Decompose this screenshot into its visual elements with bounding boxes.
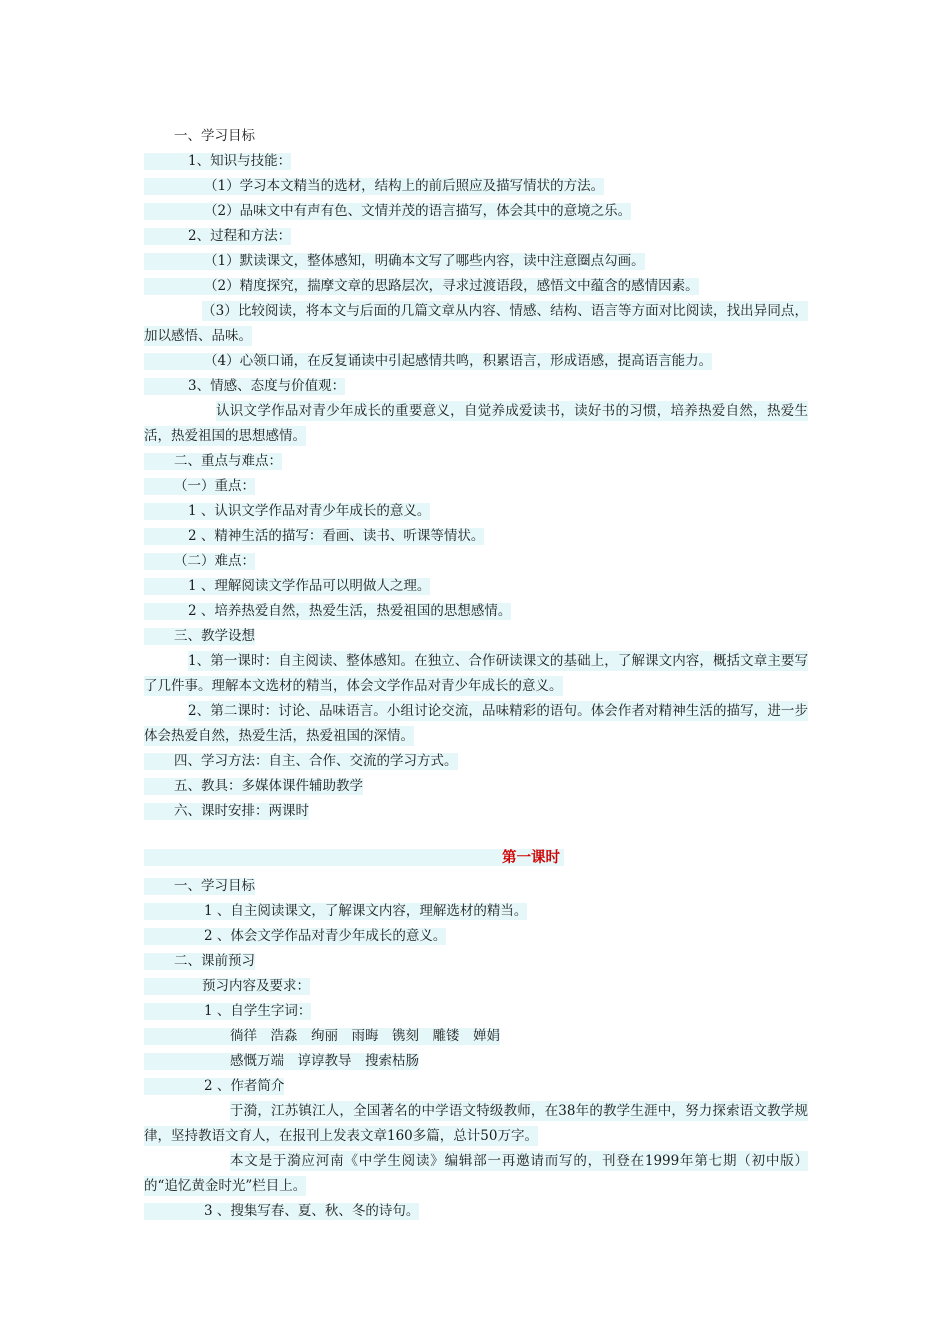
vocab-list: 感慨万端 谆谆教导 搜索枯肠 [230,1053,419,1069]
para-line: 1 、认识文学作品对青少年成长的意义。 [144,499,808,524]
para-line: （2）精度探究，揣摩文章的思路层次，寻求过渡语段，感悟文中蕴含的感情因素。 [144,274,808,299]
para-multiline: 于漪，江苏镇江人，全国著名的中学语文特级教师，在38年的教学生涯中，努力探索语文教学规律，坚持教语文育人，在报刊上发表文章160多篇，总计50万字。 [144,1103,808,1144]
subheading-knowledge: 1、知识与技能： [188,153,292,169]
para-line: （二）难点： [144,549,808,574]
subheading-values: 3、情感、态度与价值观： [188,378,346,394]
para-line [144,124,808,149]
para-line [144,224,808,249]
section-title: 第一课时 [502,849,560,866]
para-line: 一、学习目标 [144,874,808,899]
para-line: （1）默读课文，整体感知，明确本文写了哪些内容，读中注意圈点勾画。 [144,249,808,274]
para-line: （4）心领口诵，在反复诵读中引起感情共鸣，积累语言，形成语感，提高语言能力。 [144,349,808,374]
para-line: 四、学习方法：自主、合作、交流的学习方式。 [144,749,808,774]
para-line: 1 、自学生字词： [144,999,808,1024]
para-line: 六、课时安排：两课时 [144,799,808,824]
para-line: 二、课前预习 [144,949,808,974]
para-line: 预习内容及要求： [144,974,808,999]
document-body [144,124,808,1224]
para-line: 1 、自主阅读课文，了解课文内容，理解选材的精当。 [144,899,808,924]
para-line: 2 、体会文学作品对青少年成长的意义。 [144,924,808,949]
para-line: 3 、搜集写春、夏、秋、冬的诗句。 [144,1199,808,1224]
para-line: （1）学习本文精当的选材，结构上的前后照应及描写情状的方法。 [144,174,808,199]
para-line: 五、教具：多媒体课件辅助教学 [144,774,808,799]
para-multiline: （3）比较阅读，将本文与后面的几篇文章从内容、情感、结构、语言等方面对比阅读，找出异同点，加以感悟、品味。 [144,303,808,344]
para-line: 2 、作者简介 [144,1074,808,1099]
para-line [144,449,808,474]
para-line [144,624,808,649]
para-line: （2）品味文中有声有色、文情并茂的语言描写，体会其中的意境之乐。 [144,199,808,224]
heading-key-points: 二、重点与难点： [174,453,282,469]
para-multiline: 2、第二课时：讨论、品味语言。小组讨论交流，品味精彩的语句。体会作者对精神生活的描写，进一步体会热爱自然，热爱生活，热爱祖国的深情。 [144,703,808,744]
heading-teaching-plan: 三、教学设想 [174,628,255,644]
para-line: 2 、精神生活的描写：看画、读书、听课等情状。 [144,524,808,549]
para-line [144,1024,808,1049]
heading-learning-goals: 一、学习目标 [174,128,255,144]
para-multiline: 1、第一课时：自主阅读、整体感知。在独立、合作研读课文的基础上，了解课文内容，概括文章主要写了几件事。理解本文选材的精当，体会文学作品对青少年成长的意义。 [144,653,808,694]
para-multiline: 认识文学作品对青少年成长的重要意义，自觉养成爱读书，读好书的习惯，培养热爱自然，热爱生活，热爱祖国的思想感情。 [144,403,808,444]
para-line [144,1049,808,1074]
section-title-row [144,849,808,874]
subheading-process: 2、过程和方法： [188,228,292,244]
para-multiline: 本文是于漪应河南《中学生阅读》编辑部一再邀请而写的，刊登在1999年第七期（初中版）的“追忆黄金时光”栏目上。 [144,1153,808,1194]
vocab-list: 徜徉 浩淼 绚丽 雨晦 镌刻 雕镂 婵娟 [230,1028,500,1044]
para-line [144,149,808,174]
para-line: 1 、理解阅读文学作品可以明做人之理。 [144,574,808,599]
para-line [144,374,808,399]
para-line: 2 、培养热爱自然，热爱生活，热爱祖国的思想感情。 [144,599,808,624]
para-line: （一）重点： [144,474,808,499]
